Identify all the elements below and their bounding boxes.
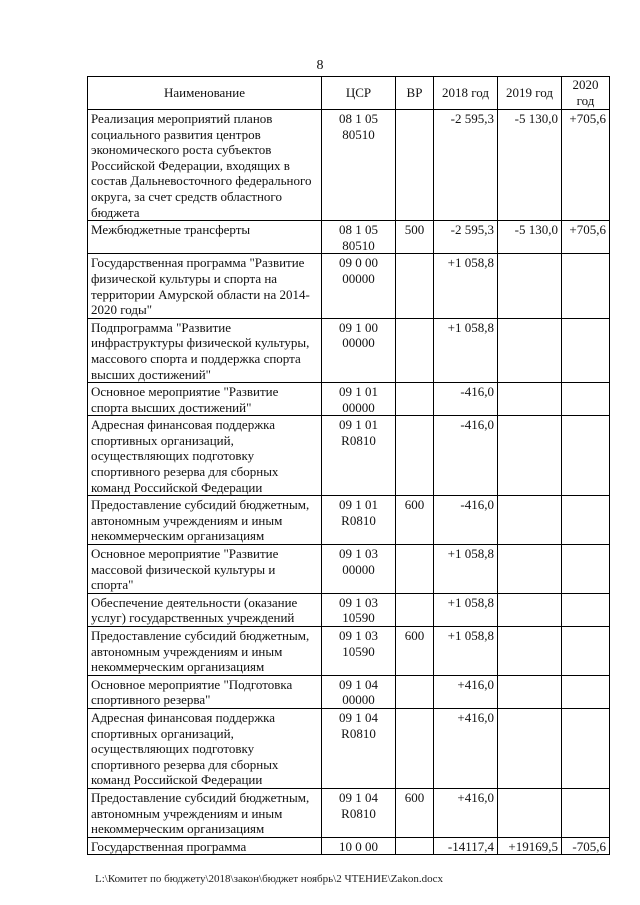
row-vr [396,708,434,788]
row-2018: +416,0 [434,675,498,708]
table-row [88,416,610,496]
row-2020 [562,593,610,626]
budget-table [87,76,610,855]
row-name: Основное мероприятие "Подготовка спортивного резерва" [88,675,322,708]
header-2020: 2020 год [562,77,610,110]
row-name: Государственная программа [88,837,322,855]
table-row [88,593,610,626]
row-csr: 09 1 03 10590 [322,593,396,626]
row-csr: 09 1 04 R0810 [322,708,396,788]
row-vr [396,416,434,496]
row-vr [396,318,434,382]
table-row [88,545,610,594]
row-2019 [498,627,562,676]
row-csr: 09 1 03 10590 [322,627,396,676]
row-vr [396,383,434,416]
row-vr: 600 [396,627,434,676]
row-2020 [562,416,610,496]
table-row [88,254,610,318]
row-2020 [562,254,610,318]
row-2020 [562,545,610,594]
row-2018: +416,0 [434,708,498,788]
row-vr [396,545,434,594]
row-2020: +705,6 [562,110,610,221]
table-row [88,110,610,221]
row-2018: +1 058,8 [434,254,498,318]
table-row [88,837,610,855]
header-csr: ЦСР [322,77,396,110]
table-header-row [88,77,610,110]
row-csr: 09 1 01 00000 [322,383,396,416]
row-2018: +1 058,8 [434,593,498,626]
row-name: Адресная финансовая поддержка спортивных организаций, осуществляющих подготовку спортивного резерва для сборных команд Российской Федерации [88,708,322,788]
row-2020 [562,788,610,837]
table-row [88,788,610,837]
row-2020: +705,6 [562,221,610,254]
row-2020 [562,383,610,416]
table-row [88,708,610,788]
row-name: Обеспечение деятельности (оказание услуг) государственных учреждений [88,593,322,626]
table-row [88,675,610,708]
row-csr: 09 1 00 00000 [322,318,396,382]
table-row [88,383,610,416]
header-2018: 2018 год [434,77,498,110]
row-vr: 500 [396,221,434,254]
row-csr: 09 1 04 R0810 [322,788,396,837]
row-2018: -416,0 [434,416,498,496]
row-2018: +416,0 [434,788,498,837]
header-name: Наименование [88,77,322,110]
header-vr: ВР [396,77,434,110]
row-csr: 09 1 01 R0810 [322,416,396,496]
row-2018: +1 058,8 [434,627,498,676]
row-2019: -5 130,0 [498,221,562,254]
row-2019 [498,318,562,382]
row-2019: -5 130,0 [498,110,562,221]
row-csr: 08 1 05 80510 [322,110,396,221]
row-2019 [498,383,562,416]
row-2019 [498,675,562,708]
table-row [88,496,610,545]
row-vr: 600 [396,788,434,837]
row-2018: +1 058,8 [434,318,498,382]
row-2019 [498,708,562,788]
page-number: 8 [316,58,324,73]
row-name: Адресная финансовая поддержка спортивных организаций, осуществляющих подготовку спортивного резерва для сборных команд Российской Федерации [88,416,322,496]
row-name: Подпрограмма "Развитие инфраструктуры физической культуры, массового спорта и поддержка спорта высших достижений" [88,318,322,382]
row-csr: 09 1 01 R0810 [322,496,396,545]
row-2018: -2 595,3 [434,110,498,221]
header-2019: 2019 год [498,77,562,110]
row-2019 [498,496,562,545]
row-2019 [498,416,562,496]
row-2019 [498,545,562,594]
row-2019 [498,788,562,837]
row-2019 [498,593,562,626]
row-csr: 08 1 05 80510 [322,221,396,254]
file-path-footer: L:\Комитет по бюджету\2018\закон\бюджет ноябрь\2 ЧТЕНИЕ\Zakon.docx [95,873,443,885]
row-csr: 09 0 00 00000 [322,254,396,318]
row-vr [396,593,434,626]
row-vr: 600 [396,496,434,545]
row-name: Государственная программа "Развитие физической культуры и спорта на территории Амурской области на 2014-2020 годы" [88,254,322,318]
row-2018: -14117,4 [434,837,498,855]
row-2020 [562,496,610,545]
row-vr [396,110,434,221]
row-csr: 09 1 03 00000 [322,545,396,594]
row-2018: +1 058,8 [434,545,498,594]
row-vr [396,837,434,855]
row-vr [396,254,434,318]
row-2020: -705,6 [562,837,610,855]
row-name: Межбюджетные трансферты [88,221,322,254]
row-name: Предоставление субсидий бюджетным, автономным учреждениям и иным некоммерческим организациям [88,496,322,545]
row-2018: -2 595,3 [434,221,498,254]
row-name: Реализация мероприятий планов социального развития центров экономического роста субъектов Российской Федерации, входящих в состав Дальневосточного федерального округа, за счет средств областного бюджета [88,110,322,221]
row-name: Предоставление субсидий бюджетным, автономным учреждениям и иным некоммерческим организациям [88,627,322,676]
row-2019: +19169,5 [498,837,562,855]
row-csr: 09 1 04 00000 [322,675,396,708]
table-row [88,627,610,676]
table-row [88,318,610,382]
row-csr: 10 0 00 [322,837,396,855]
table-row [88,221,610,254]
row-vr [396,675,434,708]
row-2019 [498,254,562,318]
row-2020 [562,708,610,788]
row-2020 [562,318,610,382]
row-2018: -416,0 [434,383,498,416]
row-name: Основное мероприятие "Развитие массовой физической культуры и спорта" [88,545,322,594]
row-name: Основное мероприятие "Развитие спорта высших достижений" [88,383,322,416]
row-name: Предоставление субсидий бюджетным, автономным учреждениям и иным некоммерческим организациям [88,788,322,837]
row-2020 [562,627,610,676]
row-2020 [562,675,610,708]
row-2018: -416,0 [434,496,498,545]
